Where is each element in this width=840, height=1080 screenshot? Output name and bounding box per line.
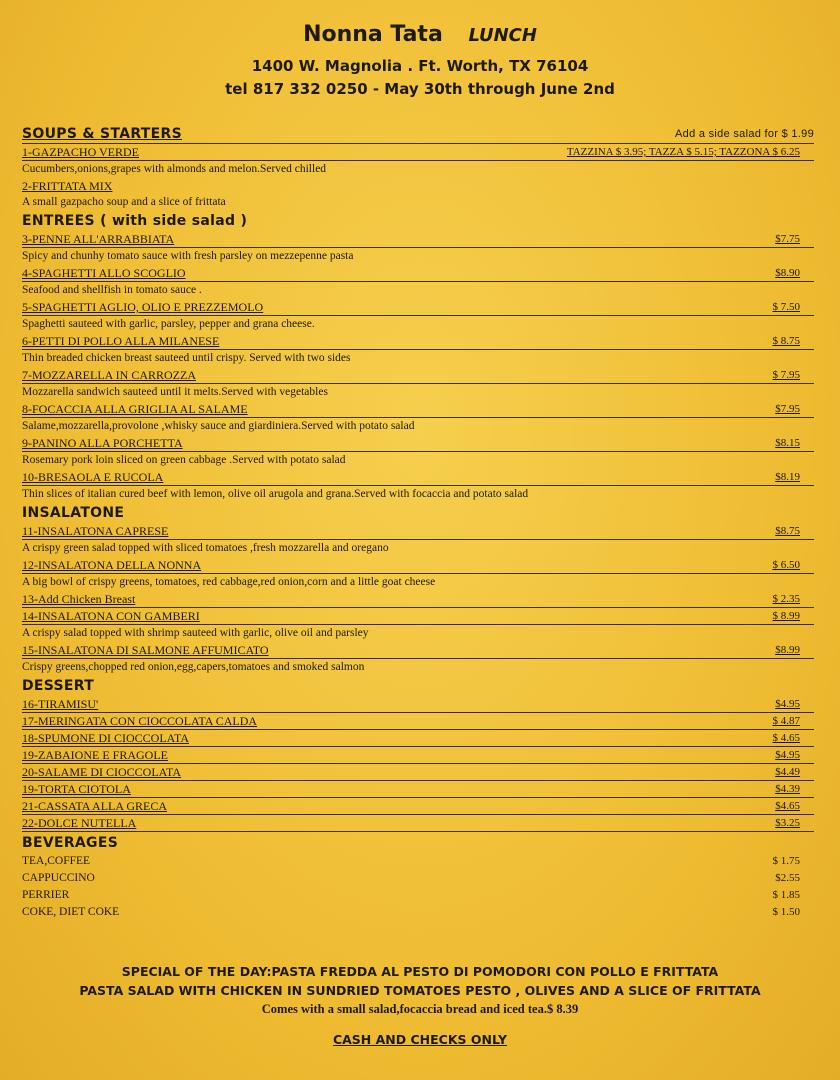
menu-item [22, 469, 814, 486]
item-price: $8.75 [775, 525, 800, 537]
section-insalatone-heading: INSALATONE [22, 505, 125, 521]
menu-item [22, 713, 814, 730]
section-soups-heading [22, 125, 814, 144]
item-name: 20-SALAME DI CIOCCOLATA [22, 765, 182, 779]
phone-and-dates: tel 817 332 0250 - May 30th through June 2nd [225, 80, 615, 98]
special-line-3: Comes with a small salad,focaccia bread and iced tea.$ 8.39 [261, 1002, 579, 1016]
special-of-the-day [0, 962, 840, 1019]
menu-item [22, 815, 814, 832]
menu-item [22, 730, 814, 747]
item-price: $ 1.85 [772, 889, 800, 901]
address: 1400 W. Magnolia . Ft. Worth, TX 76104 [251, 57, 589, 75]
menu-item [22, 696, 814, 713]
item-name: 5-SPAGHETTI AGLIO, OLIO E PREZZEMOLO [22, 300, 264, 314]
item-price: $4.95 [775, 749, 800, 761]
item-price: $8.15 [775, 437, 800, 449]
item-name: 9-PANINO ALLA PORCHETTA [22, 436, 183, 450]
restaurant-name: Nonna Tata [303, 22, 443, 47]
item-price: $3.25 [775, 817, 800, 829]
item-price: $7.95 [775, 403, 800, 415]
item-description: Salame,mozzarella,provolone ,whisky sauce and giardiniera.Served with potato salad [22, 420, 415, 432]
menu-content [22, 124, 814, 921]
item-name: 8-FOCACCIA ALLA GRIGLIA AL SALAME [22, 402, 248, 416]
menu-item [22, 523, 814, 540]
item-price: $ 1.50 [772, 906, 800, 918]
section-dessert-heading: DESSERT [22, 678, 95, 694]
item-name: 14-INSALATONA CON GAMBERI [22, 609, 200, 623]
item-name: 3-PENNE ALL'ARRABBIATA [22, 232, 175, 246]
item-price: $ 7.95 [772, 369, 800, 381]
item-name: 15-INSALATONA DI SALMONE AFFUMICATO [22, 643, 269, 657]
menu-item [22, 747, 814, 764]
item-description: A crispy salad topped with shrimp sauteed with garlic, olive oil and parsley [22, 627, 369, 639]
item-description: Mozzarella sandwich sauteed until it melts.Served with vegetables [22, 386, 328, 398]
item-price: TAZZINA $ 3.95; TAZZA $ 5.15; TAZZONA $ 6.25 [566, 146, 800, 158]
item-description: A small gazpacho soup and a slice of frittata [22, 196, 226, 208]
menu-item [22, 781, 814, 798]
restaurant-title [0, 22, 840, 47]
menu-item [22, 367, 814, 384]
menu-item [22, 608, 814, 625]
item-description: Thin breaded chicken breast sauteed until crispy. Served with two sides [22, 352, 351, 364]
menu-item [22, 642, 814, 659]
item-price: $8.90 [775, 267, 800, 279]
item-price: $ 8.99 [772, 610, 800, 622]
item-price: $4.49 [775, 766, 800, 778]
item-description: Thin slices of italian cured beef with lemon, olive oil arugola and grana.Served with focaccia and potato salad [22, 488, 529, 500]
menu-item [22, 178, 814, 194]
item-name: 10-BRESAOLA E RUCOLA [22, 470, 164, 484]
menu-item [22, 435, 814, 452]
item-name: 21-CASSATA ALLA GRECA [22, 799, 168, 813]
item-name: 1-GAZPACHO VERDE [22, 145, 140, 159]
menu-item [22, 764, 814, 781]
item-price: $ 6.50 [772, 559, 800, 571]
special-line-1: SPECIAL OF THE DAY:PASTA FREDDA AL PESTO DI POMODORI CON POLLO E FRITTATA [121, 964, 719, 979]
item-name: CAPPUCCINO [22, 872, 95, 884]
item-price: $8.99 [775, 644, 800, 656]
section-beverages-heading: BEVERAGES [22, 835, 119, 851]
item-price: $4.65 [775, 800, 800, 812]
item-name: 18-SPUMONE DI CIOCCOLATA [22, 731, 190, 745]
special-line-2: PASTA SALAD WITH CHICKEN IN SUNDRIED TOMATOES PESTO , OLIVES AND A SLICE OF FRITTATA [79, 983, 761, 998]
item-price: $ 7.50 [772, 301, 800, 313]
item-price: $ 4.65 [772, 732, 800, 744]
item-name: 2-FRITTATA MIX [22, 179, 113, 193]
payment-note: CASH AND CHECKS ONLY [332, 1032, 508, 1047]
item-description: A crispy green salad topped with sliced tomatoes ,fresh mozzarella and oregano [22, 542, 389, 554]
item-name: 16-TIRAMISU' [22, 697, 99, 711]
item-name: 4-SPAGHETTI ALLO SCOGLIO [22, 266, 186, 280]
item-price: $ 4.87 [772, 715, 800, 727]
menu-item [22, 333, 814, 350]
item-description: Seafood and shellfish in tomato sauce . [22, 284, 202, 296]
item-description: Rosemary pork loin sliced on green cabbage .Served with potato salad [22, 454, 346, 466]
side-salad-note: Add a side salad for $ 1.99 [675, 128, 814, 140]
menu-item [22, 798, 814, 815]
item-description: Spicy and chunhy tomato sauce with fresh parsley on mezzepenne pasta [22, 250, 354, 262]
menu-item [22, 401, 814, 418]
item-name: 12-INSALATONA DELLA NONNA [22, 558, 202, 572]
beverage-item [22, 870, 814, 887]
item-name: 22-DOLCE NUTELLA [22, 816, 137, 830]
item-name: 19-TORTA CIOTOLA [22, 782, 131, 796]
beverage-item [22, 904, 814, 921]
section-title: SOUPS & STARTERS [22, 126, 182, 142]
item-price: $2.55 [775, 872, 800, 884]
menu-item [22, 591, 814, 608]
menu-item [22, 557, 814, 574]
item-price: $4.39 [775, 783, 800, 795]
menu-item [22, 231, 814, 248]
menu-item [22, 265, 814, 282]
item-price: $8.19 [775, 471, 800, 483]
item-name: 11-INSALATONA CAPRESE [22, 524, 169, 538]
menu-item [22, 144, 814, 161]
beverage-item [22, 853, 814, 870]
item-price: $ 1.75 [772, 855, 800, 867]
item-name: 13-Add Chicken Breast [22, 592, 136, 606]
item-name: COKE, DIET COKE [22, 906, 120, 918]
item-description: Spaghetti sauteed with garlic, parsley, pepper and grana cheese. [22, 318, 315, 330]
item-price: $4.95 [775, 698, 800, 710]
item-description: Cucumbers,onions,grapes with almonds and melon.Served chilled [22, 163, 327, 175]
item-price: $ 8.75 [772, 335, 800, 347]
item-name: TEA,COFFEE [22, 855, 91, 867]
beverage-item [22, 887, 814, 904]
item-name: 19-ZABAIONE E FRAGOLE [22, 748, 168, 762]
item-name: PERRIER [22, 889, 70, 901]
item-price: $ 2.35 [772, 593, 800, 605]
item-description: A big bowl of crispy greens, tomatoes, red cabbage,red onion,corn and a little goat cheese [22, 576, 436, 588]
item-description: Crispy greens,chopped red onion,egg,capers,tomatoes and smoked salmon [22, 661, 365, 673]
meal-label: LUNCH [468, 25, 537, 46]
item-name: 7-MOZZARELLA IN CARROZZA [22, 368, 196, 382]
item-name: 17-MERINGATA CON CIOCCOLATA CALDA [22, 714, 258, 728]
item-price: $7.75 [775, 233, 800, 245]
menu-item [22, 299, 814, 316]
item-name: 6-PETTI DI POLLO ALLA MILANESE [22, 334, 220, 348]
section-entrees-heading: ENTREES ( with side salad ) [22, 213, 248, 229]
